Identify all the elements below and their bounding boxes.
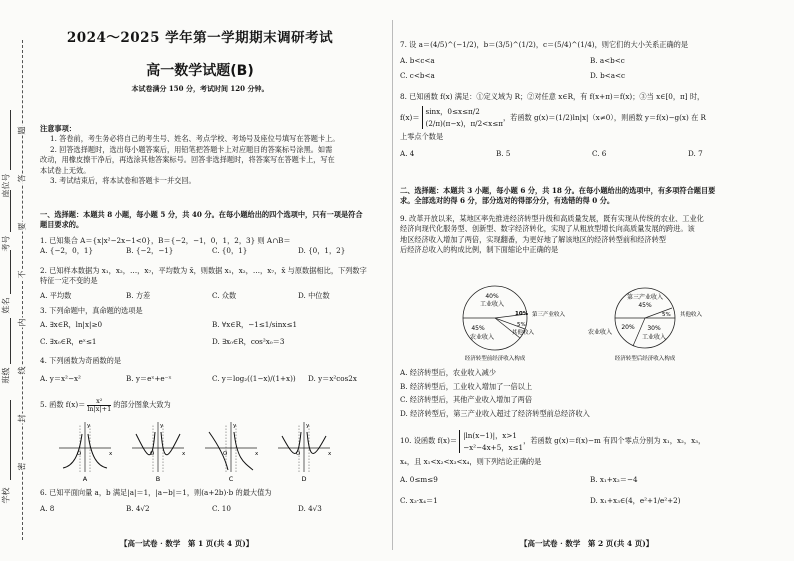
footer-left: 【高一试卷 · 数学 第 1 页(共 4 页)】: [120, 539, 254, 548]
question-stem: 后经济总收入的构成比例，制下面缩论中正确的是: [400, 245, 559, 255]
seal-word: 不: [17, 270, 27, 279]
class-blank[interactable]: [10, 318, 11, 364]
question-stem: 1. 已知集合 A＝{x|x²−2x−1<0}，B＝{−2，−1，0，1，2，3} 则 A∩B＝: [40, 236, 291, 245]
graph-axis-y-label: y: [87, 423, 91, 429]
seat-blank[interactable]: [10, 110, 11, 170]
graph-axis-y-label: y: [306, 423, 310, 429]
seal-word: 封: [17, 414, 27, 423]
section1-heading-line: 一、选择题：本题共 8 小题，每小题 5 分，共 40 分。在每小题给出的四个选项中，只有一项是符合: [40, 210, 363, 219]
function-graphs: [40, 420, 385, 482]
pie-before: [463, 286, 566, 362]
graph-option-label: D: [301, 475, 307, 482]
graph-axis-y-label: y: [160, 423, 164, 429]
note-line: 3. 考试结束后，将本试卷和答题卡一并交回。: [50, 176, 196, 186]
graph-origin-label: O: [223, 451, 228, 457]
pie-after: [588, 288, 703, 362]
option-d[interactable]: D. {0，1，2}: [298, 246, 346, 256]
binding-strip: [0, 0, 30, 561]
question-stem: 2. 已知样本数据为 x₁，x₂，…，x₇，平均数为 x̄，则数据 x₁，x₂，…，x₇，x̄ 与原数据相比，下列数字: [40, 266, 367, 275]
option-c[interactable]: C. c<b<a: [400, 70, 435, 80]
option-b[interactable]: B. x₁+x₂＝−4: [590, 475, 638, 485]
question-stem: 3. 下列命题中，真命题的选项是: [40, 306, 143, 315]
options-row: [40, 320, 385, 330]
graph-curve: [307, 432, 326, 454]
option-d[interactable]: D. 经济转型后，第三产业收入超过了经济转型前总经济收入: [400, 409, 590, 419]
option-d[interactable]: D. y＝x²cos2x: [308, 374, 357, 384]
question-4: [40, 356, 385, 385]
pie-label: 第三产业收入: [626, 294, 664, 301]
seat-label: 座位号: [1, 173, 11, 198]
graph-axis-y-label: y: [233, 423, 237, 429]
option-d[interactable]: D. 7: [688, 148, 703, 158]
pie-after-slice-edge: [633, 318, 645, 346]
note-line: 改动，用橡皮擦干净后，再选涂其他答案标号。回答非选择题时，将答案写在答题卡上，写在: [40, 155, 335, 165]
pie-label: 第三产业收入: [532, 312, 566, 318]
option-a[interactable]: A. 8: [40, 504, 55, 514]
options-row: [40, 504, 385, 514]
options-row: [40, 374, 385, 384]
option-d[interactable]: D. x₁+x₃∈(4，e²+1/e²+2): [590, 495, 681, 505]
question-stem: 9. 改革开放以来，某地区率先推进经济转型升级和高质量发展，既有实现从传统的农业、工业化: [400, 214, 704, 223]
piece-case: (2/π)(π−x)，π/2<x≤π: [425, 118, 503, 128]
option-d[interactable]: D. 4√3: [298, 504, 322, 514]
option-d[interactable]: D. b<a<c: [590, 70, 626, 80]
school-blank[interactable]: [10, 400, 11, 480]
pie-caption: 经济转型前经济收入构成: [464, 356, 526, 362]
option-b[interactable]: B. 经济转型后，工业收入增加了一倍以上: [400, 381, 533, 391]
section2-heading-line: 求。全部选对的得 6 分，部分选对的得部分分，有选错的得 0 分。: [400, 196, 615, 206]
pie-label: 45%: [471, 325, 485, 332]
pie-label: 其他收入: [512, 330, 535, 336]
question-2: [40, 266, 385, 301]
piecewise-lhs: f(x)＝: [400, 112, 420, 122]
school-label: 学校: [1, 487, 11, 504]
piecewise-row: [400, 430, 785, 453]
fraction: [87, 398, 111, 413]
graph-curve: [88, 434, 107, 468]
seal-word: 题: [17, 126, 27, 135]
options-row: [40, 291, 385, 301]
seal-word: 内: [17, 318, 27, 327]
option-c[interactable]: C. y＝log₂((1−x)/(1+x)): [212, 374, 296, 384]
question-stem: 8. 已知函数 f(x) 满足：①定义域为 R；②对任意 x∈R，有 f(x+π)＝f(x)；③当 x∈[0，π] 时，: [400, 92, 705, 101]
pie-caption: 经济转型后经济收入构成: [614, 356, 676, 362]
note-line: 1. 答卷前，考生务必将自己的考生号、姓名、考点学校、考场号及座位号填写在答题卡上。: [50, 134, 340, 144]
question-stem: 上零点个数是: [400, 132, 444, 142]
graph-axis-x-label: x: [328, 451, 332, 457]
pie-label: 农业收入: [587, 329, 613, 336]
question-stem: 特征一定不变的是: [40, 276, 98, 286]
option-a[interactable]: A. 经济转型后，农业收入减少: [400, 368, 497, 377]
question-9-options: [400, 366, 785, 421]
right-column: [400, 0, 785, 561]
options-row: [400, 496, 785, 506]
option-a[interactable]: A. y＝x²−x²: [40, 374, 81, 384]
question-1: [40, 236, 385, 257]
pie-label: 30%: [647, 325, 661, 332]
graph-option-label: A: [82, 475, 88, 482]
graph-curve: [161, 432, 180, 455]
graph-axis-x-label: x: [109, 451, 113, 457]
stem-prefix: 10. 设函数 f(x)＝: [400, 436, 458, 446]
graph-origin-label: O: [296, 451, 301, 457]
question-stem: 地区经济收入增加了两倍，实现翻番，为更好地了解该地区的经济转型前和经济转型: [400, 234, 666, 244]
option-a[interactable]: A. b<c<a: [400, 56, 435, 66]
pie-label: 工业收入: [641, 334, 667, 341]
options-row: [40, 246, 385, 256]
graph-axis-x-label: x: [255, 451, 259, 457]
question-stem: 4. 下列函数为奇函数的是: [40, 356, 122, 365]
question-stem: x₄，且 x₁<x₂<x₃<x₄，则下列结论正确的是: [400, 457, 542, 467]
question-6: [40, 488, 385, 515]
pie-label: 45%: [638, 302, 652, 309]
notes-title: 注意事项：: [40, 124, 76, 133]
graph-option-label: C: [228, 475, 234, 482]
graph-option-label: B: [155, 475, 161, 482]
options-row: [400, 56, 785, 66]
question-10: [400, 430, 785, 506]
note-line: 2. 回答选择题时，选出每小题答案后，用铅笔把答题卡上对应题目的答案标号涂黑。如需: [50, 144, 333, 154]
fraction-denominator: ln|x|+1: [87, 405, 112, 414]
piecewise-brace: [459, 430, 523, 453]
question-8: [400, 92, 785, 159]
seal-word: 线: [17, 366, 27, 375]
question-stem: 经济向现代化服务型、创新型、数字经济转化，实现了从粗放型增长向高质量发展的跨进。该: [400, 224, 695, 234]
subject-title: 高一数学试题(B): [146, 63, 254, 79]
option-b[interactable]: B. a<b<c: [590, 56, 625, 66]
footer-right: 【高一试卷 · 数学 第 2 页(共 4 页)】: [520, 539, 654, 548]
seal-word: 密: [17, 462, 27, 471]
graph-origin-label: O: [150, 451, 155, 457]
question-stem: 7. 设 a＝(4/5)^(−1/2)，b＝(3/5)^(1/2)，c＝(5/4)^(1/4)，则它们的大小关系正确的是: [400, 40, 689, 49]
piece-case: −x²−4x+5，x≤1: [463, 442, 524, 452]
option-c[interactable]: C. 6: [592, 148, 607, 158]
pie-label: 20%: [621, 324, 635, 331]
section1-heading: [40, 210, 385, 231]
fraction-numerator: x²: [96, 397, 103, 405]
option-a[interactable]: A. 4: [400, 148, 415, 158]
option-d[interactable]: D. ∃x₀∈R，cos²x₀＝3: [212, 336, 285, 346]
option-c[interactable]: C. ∃x₀∈R，eˣ≤1: [40, 336, 97, 346]
option-a[interactable]: A. ∃x∈R，ln|x|≥0: [40, 320, 103, 330]
piece-case: sinx，0≤x≤π/2: [425, 107, 480, 117]
options-row: [400, 71, 785, 81]
option-c[interactable]: C. x₃·x₄＝1: [400, 495, 438, 505]
option-c[interactable]: C. 经济转型后，其他产业收入增加了两倍: [400, 395, 533, 405]
piece-case: |ln(x−1)|，x>1: [463, 431, 517, 440]
option-a[interactable]: A. 0≤m≤9: [400, 475, 438, 485]
name-blank[interactable]: [10, 250, 11, 294]
note-line: 本试卷上无效。: [40, 165, 91, 175]
graph-curve: [234, 432, 253, 470]
graph-axis-x-label: x: [182, 451, 186, 457]
section1-heading-line: 题目要求的。: [40, 220, 84, 230]
pie-label: 农业收入: [469, 334, 495, 341]
option-b[interactable]: B. 5: [496, 148, 511, 158]
stem-prefix: 5. 函数 f(x)＝: [40, 400, 86, 410]
pie-label: 5%: [517, 322, 526, 328]
section2-heading-line: 二、选择题：本题共 3 小题，每小题 6 分，共 18 分。在每小题给出的选项中，有多项符合题目要: [400, 186, 716, 195]
pie-label: 其他收入: [680, 312, 703, 318]
pie-label: 10%: [515, 311, 529, 317]
seal-word: 答: [17, 174, 27, 183]
question-5: [40, 398, 385, 413]
options-row: [40, 337, 385, 347]
stem-tail: ，若函数 g(x)＝f(x)−m 有四个零点分别为 x₁，x₂，x₃，: [523, 436, 706, 446]
option-b[interactable]: B. 方差: [126, 290, 151, 300]
column-divider: [392, 20, 393, 550]
options-row: [400, 475, 785, 485]
question-9: [400, 214, 785, 256]
option-c[interactable]: C. {0，1}: [212, 246, 248, 256]
options-row: [400, 149, 785, 159]
option-a[interactable]: A. {−2，0，1}: [40, 246, 94, 256]
seal-word: 要: [17, 222, 27, 231]
pie-label: 工业收入: [479, 301, 505, 308]
stem-suffix: 的部分图象大致为: [113, 400, 171, 410]
piecewise-brace: [422, 106, 503, 129]
class-label: 班级: [1, 367, 11, 384]
section2-heading: [400, 186, 785, 207]
option-d[interactable]: D. 中位数: [298, 290, 330, 300]
stem-tail: ，若函数 g(x)＝(1/2)ln|x|（x≠0），则函数 y＝f(x)−g(x) 在 R: [502, 112, 706, 122]
pie-label: 5%: [662, 312, 671, 318]
option-c[interactable]: C. 众数: [212, 290, 237, 300]
exam-title: 2024～2025 学年第一学期期末调研考试: [66, 30, 334, 46]
pie-charts: [400, 282, 785, 364]
score-note: 本试卷满分 150 分，考试时间 120 分钟。: [131, 84, 269, 93]
graph-origin-label: O: [77, 451, 82, 457]
option-b[interactable]: B. ∀x∈R，−1≤1/sinx≤1: [212, 320, 298, 330]
question-3: [40, 306, 385, 347]
option-c[interactable]: C. 10: [212, 504, 231, 514]
question-7: [400, 40, 785, 81]
left-column: [40, 0, 385, 561]
pie-label: 40%: [485, 293, 499, 300]
question-stem: [40, 398, 385, 413]
option-b[interactable]: B. {−2，−1}: [126, 246, 174, 256]
name-label: 姓名: [1, 297, 11, 314]
piecewise-row: [400, 106, 785, 129]
option-b[interactable]: B. y＝eˣ+e⁻ˣ: [126, 374, 172, 384]
option-a[interactable]: A. 平均数: [40, 290, 72, 300]
notes: [40, 124, 385, 187]
number-label: 考号: [1, 235, 11, 252]
option-b[interactable]: B. 4√2: [126, 504, 150, 514]
question-stem: 6. 已知平面向量 a，b 满足|a|＝1，|a−b|＝1，则(a+2b)·b 的最大值为: [40, 488, 272, 497]
